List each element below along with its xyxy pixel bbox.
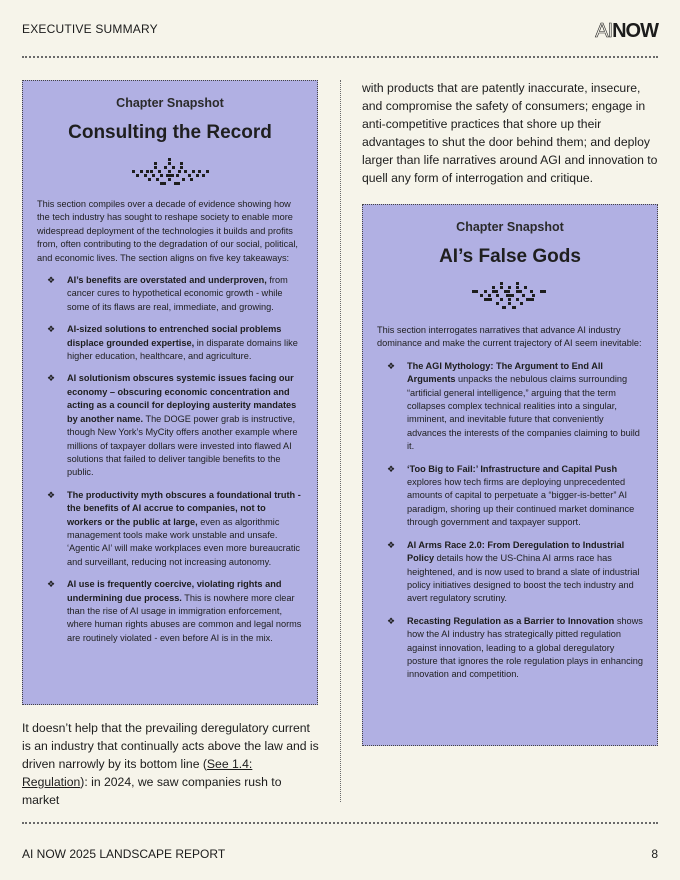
list-item: ❖ AI Arms Race 2.0: From Deregulation to Industrial Policy details how the US-China AI arms race has heightened, and is now used to brand a slate of industrial policy initiatives designed to boost the tech industry and avert regulatory scrutiny. bbox=[387, 539, 640, 604]
report-label: AI NOW 2025 LANDSCAPE REPORT bbox=[22, 847, 226, 861]
left-body-paragraph: It doesn’t help that the prevailing deregulatory current is an industry that continually acts above the law and is driven narrowly by its bottom line (See 1.4: Regulation): in 2024, we saw companies rush to market bbox=[22, 721, 319, 807]
snapshot-title: AI’s False Gods bbox=[439, 246, 581, 267]
pixel-ornament-icon bbox=[130, 158, 210, 188]
snapshot-kicker: Chapter Snapshot bbox=[456, 220, 564, 234]
snapshot-intro: This section interrogates narratives that advance AI industry dominance and make the current trajectory of AI seem inevitable: bbox=[377, 325, 642, 349]
regulation-section-link[interactable]: See 1.4: Regulation bbox=[22, 757, 253, 789]
list-item: ❖ ‘Too Big to Fail:’ Infrastructure and Capital Push explores how tech firms are deploying unprecedented amounts of capital to perpetuate a “bigger-is-better” AI paradigm, shoring up their continued market dominance through government and taxpayer support. bbox=[387, 463, 635, 528]
list-item: ❖ AI’s benefits are overstated and underproven, from cancer cures to hypothetical economic growth - while some of its flaws are real, immediate, and growing. bbox=[47, 275, 288, 312]
header-divider bbox=[22, 56, 658, 58]
right-body-paragraph: with products that are patently inaccurate, insecure, and compromise the safety of consumers; engage in anti-competitive practices that shore up their advantages to shut the door behind them; and deploy larger than life narratives around AGI and innovation to quell any form of interrogation and critique. bbox=[362, 81, 658, 185]
ai-now-logo: AINOW bbox=[595, 20, 658, 42]
chapter-snapshot-consulting-the-record bbox=[22, 80, 318, 705]
column-divider bbox=[340, 80, 341, 802]
diamond-bullet-icon: ❖ bbox=[387, 463, 396, 474]
snapshot-intro: This section compiles over a decade of evidence showing how the tech industry has sought to reshape society to enable more widespread deployment of the technologies it builds and profits from, often contributing to the degradation of our social, political, and economic lives. The section aligns on five key takeaways: bbox=[37, 199, 298, 263]
diamond-bullet-icon: ❖ bbox=[47, 489, 56, 500]
page-number: 8 bbox=[651, 847, 658, 861]
pixel-ornament-icon bbox=[470, 282, 550, 312]
list-item: ❖ AI use is frequently coercive, violating rights and undermining due process. This is nowhere more clear than the rise of AI usage in immigration enforcement, where human rights abuses are common and legal norms are routinely violated - even before AI is in the mix. bbox=[47, 579, 302, 643]
section-label: EXECUTIVE SUMMARY bbox=[22, 22, 158, 36]
diamond-bullet-icon: ❖ bbox=[47, 275, 56, 286]
diamond-bullet-icon: ❖ bbox=[47, 324, 56, 335]
snapshot-title: Consulting the Record bbox=[68, 122, 272, 143]
snapshot-kicker: Chapter Snapshot bbox=[116, 96, 224, 110]
diamond-bullet-icon: ❖ bbox=[47, 579, 56, 590]
takeaways-list bbox=[47, 274, 303, 645]
diamond-bullet-icon: ❖ bbox=[387, 615, 396, 626]
list-item: ❖ AI solutionism obscures systemic issues facing our economy – obscuring economic concentration and acting as a council for deploying austerity mandates by another name. The DOGE power grab is instructive, though New York’s MyCity offers another example where millions of taxpayer dollars were invested into flawed AI solutions that failed to deliver tangible benefits to the public. bbox=[47, 373, 298, 478]
list-item: ❖ The AGI Mythology: The Argument to End All Arguments unpacks the nebulous claims surrounding “artificial general intelligence,” arguing that the term collapses complex technical realities into a singular, imminent, and inevitable future that conveniently advances the interests of the companies claiming to build it. bbox=[387, 360, 640, 452]
diamond-bullet-icon: ❖ bbox=[387, 360, 396, 371]
list-item: ❖ AI-sized solutions to entrenched social problems displace grounded expertise, in disparate domains like higher education, healthcare, and agriculture. bbox=[47, 324, 298, 362]
chapter-snapshot-ai-false-gods bbox=[362, 204, 658, 746]
footer-divider bbox=[22, 822, 658, 824]
list-item: ❖ The productivity myth obscures a foundational truth - the benefits of AI accrue to companies, not to workers or the public at large, even as algorithmic management tools make work unstable and unsafe. ‘Agentic AI’ will make workplaces even more bureaucratic and surveillant, reducing not increasing autonomy. bbox=[47, 489, 301, 567]
list-item: ❖ Recasting Regulation as a Barrier to Innovation shows how the AI industry has strategically pitted regulation against innovation, leading to a global deregulatory posture that ignores the role regulation plays in enhancing innovation and competition. bbox=[387, 615, 643, 680]
themes-list bbox=[387, 360, 643, 682]
diamond-bullet-icon: ❖ bbox=[47, 373, 56, 384]
diamond-bullet-icon: ❖ bbox=[387, 539, 396, 550]
